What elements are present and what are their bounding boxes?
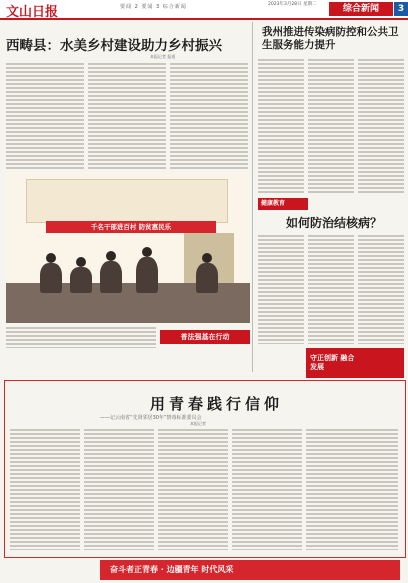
photo-caption (6, 326, 156, 348)
ad-text: 守正创新 融合发展 (310, 354, 355, 371)
issue-date: 2023年3月28日 星期二 (268, 2, 317, 7)
column-divider (252, 22, 253, 372)
headline-tb: 如何防治结核病？ (286, 216, 383, 230)
newspaper-logo: 文山日报 (6, 5, 59, 20)
body-xichou-col3 (170, 62, 248, 170)
body-belief-col2 (84, 428, 154, 550)
body-xichou-col1 (6, 62, 84, 170)
headline-xichou: 西畴县：水美乡村建设助力乡村振兴 (6, 38, 222, 54)
body-belief-col1 (10, 428, 80, 550)
body-infectious-col1 (258, 58, 304, 194)
body-belief-col4 (232, 428, 302, 550)
headline-belief: 用青春践行信仰 (150, 395, 284, 413)
body-tb-col2 (308, 234, 354, 344)
column-tag-tb: 健康教育 (258, 198, 308, 210)
subheadline-belief: ——记云南省“先贤邻居30年”禁毒标准委员会 (100, 415, 202, 421)
body-tb-col3 (358, 234, 404, 344)
body-xichou-col2 (88, 62, 166, 170)
byline-belief: 本报记者 (190, 421, 206, 426)
photo-tag: 普法强基在行动 (160, 330, 250, 344)
byline-xichou: 本报记者 报道 (150, 54, 176, 59)
footer-text: 奋斗者正青春 · 边疆青年 时代风采 (110, 565, 234, 574)
masthead-nav: 要闻 2 要闻 3 综合新闻 (120, 4, 187, 10)
body-infectious-col3 (358, 58, 404, 194)
body-belief-col5 (306, 428, 398, 550)
footer-banner (100, 560, 400, 580)
page-number: 3 (394, 2, 408, 16)
body-belief-col3 (158, 428, 228, 550)
section-label: 综合新闻 (329, 2, 393, 16)
body-infectious-col2 (308, 58, 354, 194)
news-photo (6, 173, 250, 323)
body-tb-col1 (258, 234, 304, 344)
headline-infectious: 我州推进传染病防控和公共卫生服务能力提升 (262, 26, 399, 51)
photo-banner: 千名干部进百村 防贫惠民乐 (46, 221, 216, 233)
ad-block (306, 348, 404, 378)
